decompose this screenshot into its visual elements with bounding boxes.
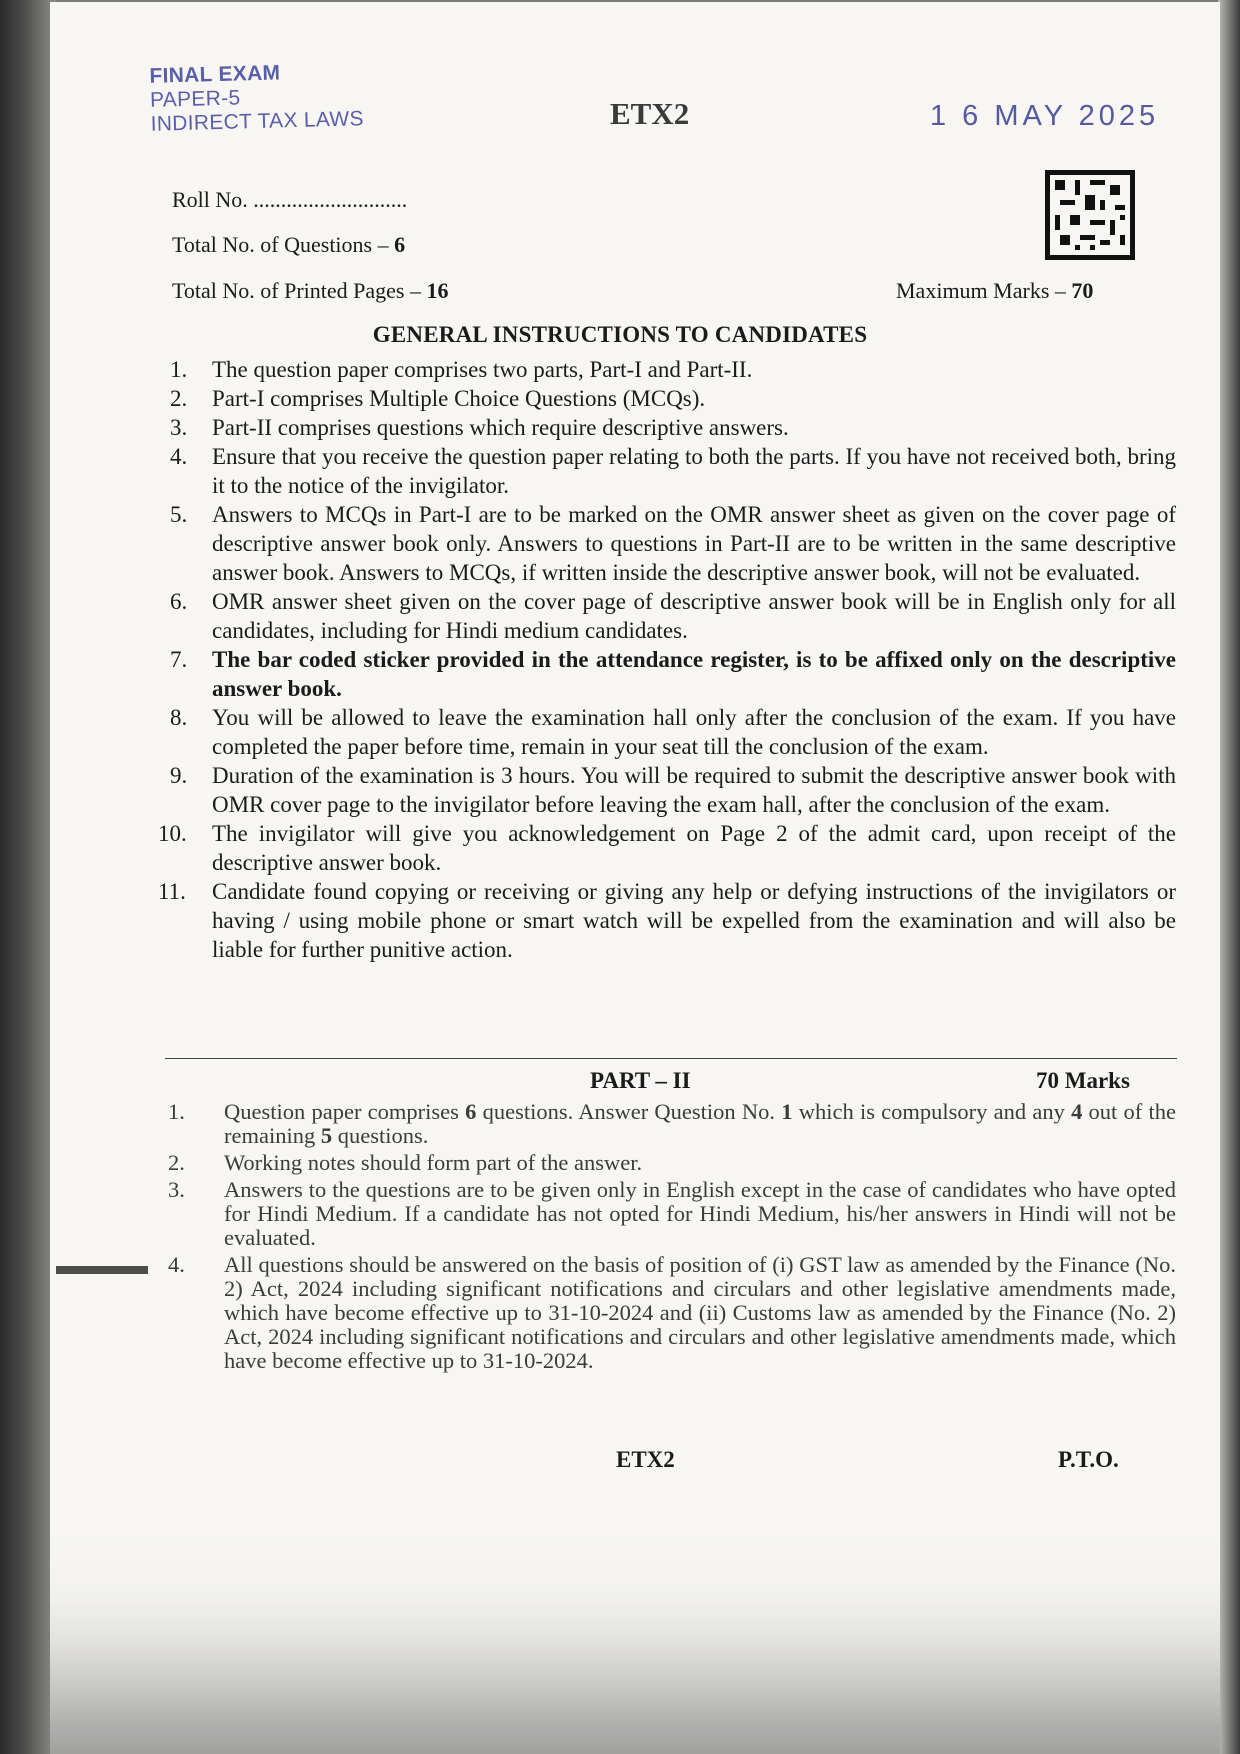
roll-no-label: Roll No. xyxy=(172,187,248,212)
printed-pages-line xyxy=(172,278,448,304)
date-stamp: 1 6 MAY 2025 xyxy=(930,100,1160,132)
stamp-line-2: PAPER-5 xyxy=(149,86,241,112)
maximum-marks-label: Maximum Marks – xyxy=(896,278,1072,303)
part-instruction-item: 4. All questions should be answered on the basis of position of (i) GST law as amended by the Finance (No. 2) Act, 2024 including significant notifications and circulars and other legislative amendments made, which have become effective up to 31-10-2024 and (ii) Customs law as amended by the Finance (No. 2) Act, 2024 including significant notifications and circulars and other legislative amendments made, which have become effective up to 31-10-2024. xyxy=(168,1252,1176,1373)
instruction-item: 3. Part-II comprises questions which require descriptive answers. xyxy=(170,415,789,440)
maximum-marks-value: 70 xyxy=(1071,278,1094,303)
part-instruction-item: 1. Question paper comprises 6 questions. Answer Question No. 1 which is compulsory and any 4 out of the remaining 5 questions. xyxy=(168,1099,1176,1148)
instruction-item: 4. Ensure that you receive the question paper relating to both the parts. If you have not received both, bring it to the notice of the invigilator. xyxy=(170,444,1176,498)
scan-shadow-left xyxy=(0,0,56,1754)
stamp-line-3: INDIRECT TAX LAWS xyxy=(150,107,365,136)
part-two-instructions-list xyxy=(158,1100,1176,1376)
printed-pages-label: Total No. of Printed Pages – xyxy=(172,278,427,303)
roll-no-line xyxy=(172,187,407,213)
footer-paper-code: ETX2 xyxy=(616,1447,675,1472)
instruction-item: 8. You will be allowed to leave the examination hall only after the conclusion of the exam. If you have completed the paper before time, remain in your seat till the conclusion of the exam. xyxy=(170,705,1176,759)
scan-shadow-right xyxy=(1218,0,1240,1754)
instruction-item: 11. Candidate found copying or receiving or giving any help or defying instructions of the invigilators or having / using mobile phone or smart watch will be expelled from the examination and will also be liable for further punitive action. xyxy=(158,879,1176,962)
instruction-item: 7. The bar coded sticker provided in the attendance register, is to be affixed only on the descriptive answer book. xyxy=(170,647,1176,701)
part-title: PART – II xyxy=(590,1068,691,1093)
instruction-item: 2. Part-I comprises Multiple Choice Questions (MCQs). xyxy=(170,386,706,411)
scan-margin-mark xyxy=(56,1266,148,1274)
part-instruction-item: 3. Answers to the questions are to be given only in English except in the case of candidates who have opted for Hindi Medium. If a candidate has not opted for Hindi Medium, his/her answers in Hindi will not be evaluated. xyxy=(168,1177,1176,1250)
section-divider xyxy=(165,1058,1177,1059)
qr-code-icon xyxy=(1045,170,1135,260)
instruction-item: 6. OMR answer sheet given on the cover page of descriptive answer book will be in English only for all candidates, including for Hindi medium candidates. xyxy=(170,589,1176,643)
roll-no-dots: ............................ xyxy=(253,187,408,212)
instruction-item: 9. Duration of the examination is 3 hours. You will be required to submit the descriptive answer book with OMR cover page to the invigilator before leaving the exam hall, after the conclusion of the exam. xyxy=(170,763,1176,817)
instruction-item: 5. Answers to MCQs in Part-I are to be marked on the OMR answer sheet as given on the cover page of descriptive answer book only. Answers to questions in Part-II are to be written in the same descriptive answer book. Answers to MCQs, if written inside the descriptive answer book, will not be evaluated. xyxy=(170,502,1176,585)
general-instructions-list xyxy=(158,355,1176,964)
exam-stamp xyxy=(149,59,364,137)
total-questions-value: 6 xyxy=(394,232,406,257)
general-instructions-heading: GENERAL INSTRUCTIONS TO CANDIDATES xyxy=(372,322,868,347)
part-instruction-item: 2. Working notes should form part of the answer. xyxy=(168,1150,643,1175)
printed-pages-value: 16 xyxy=(426,278,449,303)
stamp-line-1: FINAL EXAM xyxy=(149,61,281,88)
paper-code: ETX2 xyxy=(610,96,690,131)
part-marks: 70 Marks xyxy=(1036,1068,1130,1093)
please-turn-over: P.T.O. xyxy=(1058,1447,1119,1472)
instruction-item: 10. The invigilator will give you acknowledgement on Page 2 of the admit card, upon receipt of the descriptive answer book. xyxy=(158,821,1176,875)
total-questions-line xyxy=(172,232,405,258)
instruction-item: 1. The question paper comprises two parts, Part-I and Part-II. xyxy=(170,357,753,382)
maximum-marks-line xyxy=(896,278,1093,304)
total-questions-label: Total No. of Questions – xyxy=(172,232,395,257)
